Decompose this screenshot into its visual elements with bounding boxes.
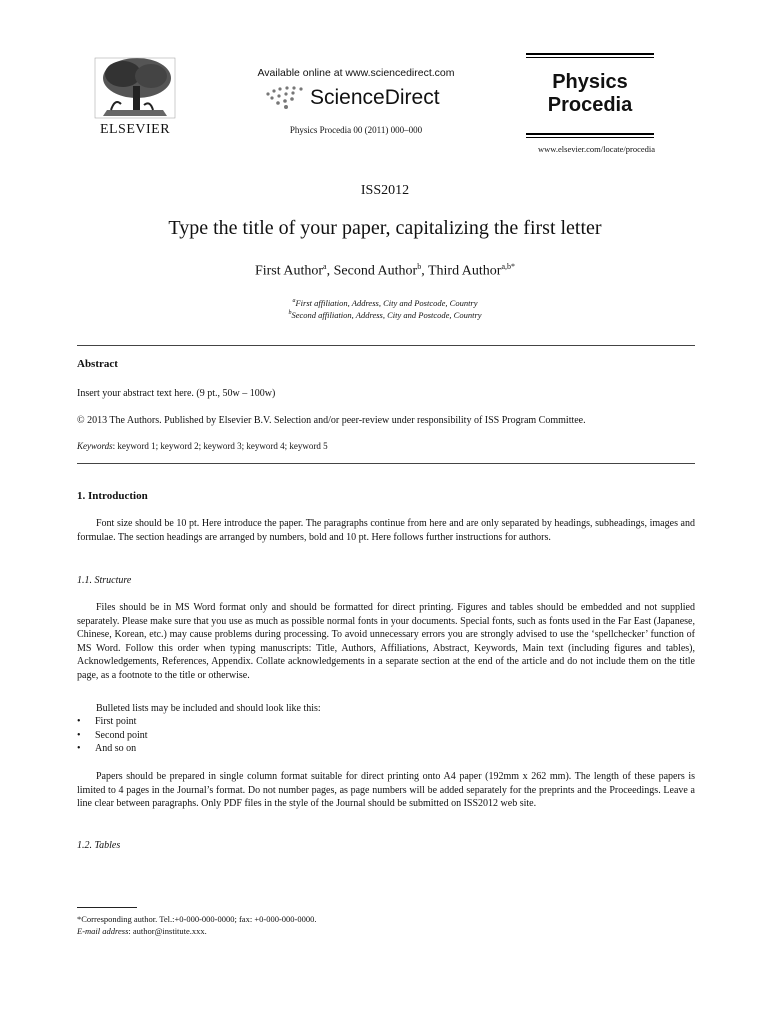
abstract-heading: Abstract (77, 358, 118, 370)
list-item (77, 742, 377, 756)
top-rule-thin (526, 57, 654, 58)
affiliation-text: Second affiliation, Address, City and Postcode, Country (291, 310, 482, 320)
bullet-list (77, 715, 377, 756)
author-separator: , (421, 263, 428, 279)
bottom-rule (526, 133, 654, 135)
email-label: E-mail address (77, 926, 129, 936)
introduction-paragraph: Font size should be 10 pt. Here introduce the paper. The paragraphs continue from here and are only separated by headings, subheadings, images and formulae. The section headings are arranged by numbers, bold and 10 pt. Here follows further instructions for authors. (77, 518, 695, 543)
bullets-intro: Bulleted lists may be included and should look like this: (96, 703, 321, 714)
top-rule (526, 53, 654, 55)
list-item (77, 715, 377, 729)
author-separator: , (326, 263, 334, 279)
list-item (77, 729, 377, 743)
keywords-label: Keywords (77, 441, 113, 451)
publisher-name: ELSEVIER (99, 122, 171, 137)
footnote-rule (77, 907, 137, 908)
introduction-heading: 1. Introduction (77, 490, 148, 502)
copyright-notice: © 2013 The Authors. Published by Elsevier B.V. Selection and/or peer-review under responsibility of ISS Program Committee. (77, 415, 586, 426)
list-item-text: Second point (95, 729, 148, 741)
author-affiliation-marker: a,b* (501, 262, 516, 271)
corresponding-author-note: *Corresponding author. Tel.:+0-000-000-0000; fax: +0-000-000-0000. (77, 914, 317, 924)
affiliation-marker: a (292, 298, 296, 305)
affiliation-b (0, 310, 770, 320)
author-name: Second Author (333, 263, 418, 279)
journal-title-line2: Procedia (547, 94, 633, 116)
journal-title-box (526, 53, 654, 141)
journal-title (526, 71, 654, 117)
paper-title: Type the title of your paper, capitalizing the first letter (168, 217, 602, 239)
email-address: : author@institute.xxx. (128, 926, 207, 936)
journal-title-line1: Physics (552, 71, 628, 93)
sciencedirect-logo (262, 84, 462, 114)
conference-name: ISS2012 (360, 183, 410, 198)
keywords-line (77, 440, 695, 454)
abstract-text: Insert your abstract text here. (9 pt., 50w – 100w) (77, 388, 276, 399)
author-name: Third Author (427, 263, 502, 279)
author-affiliation-marker: b (417, 262, 422, 271)
list-item-text: First point (95, 716, 137, 727)
author-list (0, 262, 770, 280)
divider-top (77, 345, 695, 346)
sciencedirect-wordmark: ScienceDirect (310, 86, 440, 109)
divider-bottom (77, 463, 695, 464)
structure-subheading: 1.1. Structure (77, 575, 132, 586)
bullet-icon: • (77, 743, 81, 755)
elsevier-tree-icon (93, 56, 177, 120)
structure-paragraph: Files should be in MS Word format only and should be formatted for direct printing. Figures and tables should be embedded and not supplied separately. Please make sure that you use as much as possible normal fonts in your documents. Special fonts, such as fonts used in the Far East (Japanese, Chinese, Korean, etc.) may cause problems during processing. To avoid unnecessary errors you are strongly advised to use the ‘spellchecker’ function of MS Word. Follow this order when typing manuscripts: Title, Authors, Affiliations, Abstract, Keywords, Main text (including figures and tables), Acknowledgements, References, Appendix. Collate acknowledgements in a separate section at the end of the article and do not include them on the title page, as a footnote to the title or otherwise. (77, 602, 695, 681)
keywords-list: : keyword 1; keyword 2; keyword 3; keyword 4; keyword 5 (112, 441, 328, 451)
bottom-rule-thin (526, 137, 654, 138)
list-item-text: And so on (95, 743, 137, 755)
sciencedirect-dots-icon (262, 84, 308, 112)
bullet-icon: • (77, 716, 81, 727)
bullet-icon: • (77, 729, 81, 741)
affiliation-a (0, 298, 770, 308)
email-note (77, 926, 207, 936)
tables-subheading: 1.2. Tables (77, 840, 121, 851)
journal-url-link[interactable]: www.elsevier.com/locate/procedia (538, 144, 655, 154)
available-online-text: Available online at www.sciencedirect.com (257, 67, 455, 79)
affiliation-marker: b (288, 310, 292, 317)
elsevier-logo (86, 56, 184, 138)
journal-reference: Physics Procedia 00 (2011) 000–000 (289, 125, 423, 135)
author-name: First Author (254, 263, 324, 279)
format-paragraph: Papers should be prepared in single column format suitable for direct printing onto A4 paper (192mm x 262 mm). The length of these papers is limited to 4 pages in the Journal’s format. Do not number pages, as page numbers will be added separately for the preprints and the Proceedings. Leave a line clear between paragraphs. Only PDF files in the style of the Journal should be submitted on ISS2012 web site. (77, 771, 695, 810)
author-affiliation-marker: a (323, 262, 327, 271)
affiliation-text: First affiliation, Address, City and Postcode, Country (295, 298, 478, 308)
